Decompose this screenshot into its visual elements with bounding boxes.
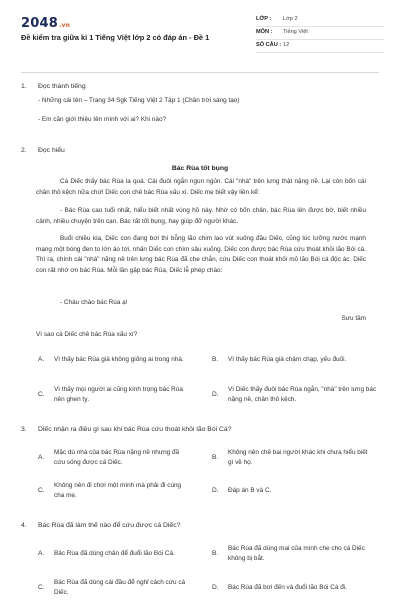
- story-title: Bác Rùa tốt bụng: [171, 165, 229, 172]
- option-letter: D.: [212, 390, 219, 398]
- option-letter: B.: [212, 453, 219, 461]
- story-source: Sưu tầm: [341, 315, 366, 322]
- story-paragraph: Buổi chiều kia, Diếc con đang bơi thì bỗng lão chim lao vút xuống đầu Diếc, cũng lúc lưỡng nước mạnh mạng một bóng đen to lớn áo tới, nhấn Diếc con chìm sâu xuống. Diếc con được bác Rùa cứu thoát khỏi lão Bói cá. Thì ra, chính cái "nhà" nặng nề trên lưng bác Rùa đã che chắn, cứu Diếc con thoát khỏi mỏ lão Bói cá độc ác. Diếc con rất nhớ ơn bác Rùa. Mỗi lần gặp bác Rùa, Diếc lễ phép chào:: [36, 235, 366, 274]
- option-c[interactable]: [38, 481, 189, 501]
- option-c[interactable]: [38, 385, 189, 405]
- option-d[interactable]: [212, 385, 378, 405]
- option-text: Không nên đi chơi một mình mà phải đi cùng cha mẹ.: [54, 482, 182, 499]
- option-letter: D.: [212, 486, 219, 494]
- meta-table: [256, 14, 384, 53]
- logo-suffix: .vn: [58, 22, 71, 29]
- option-text: Bác Rùa đã dùng mai của mình che cho cá Diếc không bị bắt.: [228, 545, 365, 562]
- option-letter: B.: [212, 549, 219, 557]
- question-4: [21, 521, 381, 530]
- option-a[interactable]: [38, 350, 189, 370]
- question-prompt: Vì sao cá Diếc chê bác Rùa xấu xí?: [36, 331, 138, 338]
- divider: [21, 72, 379, 73]
- q1-line-2: - Em cần giới thiệu tên mình với ai? Khi nào?: [38, 116, 167, 123]
- page-title: Đề kiểm tra giữa kì 1 Tiếng Việt lớp 2 có đáp án - Đề 1: [21, 33, 210, 42]
- question-number: 4.: [21, 522, 27, 529]
- meta-key: SỐ CÂU :: [256, 42, 282, 49]
- option-text: Đáp án B và C.: [228, 487, 272, 494]
- option-b[interactable]: [212, 544, 373, 564]
- meta-key: MÔN :: [256, 29, 273, 36]
- site-logo[interactable]: [21, 15, 70, 33]
- option-letter: A.: [38, 549, 45, 557]
- meta-value: Tiếng Việt: [283, 29, 308, 36]
- option-text: Bác Rùa đã dùng chân để đuổi lão Bói Cá.: [54, 550, 175, 557]
- meta-key: LỚP :: [256, 16, 272, 23]
- option-d[interactable]: [212, 481, 363, 501]
- option-b[interactable]: [212, 350, 378, 370]
- question-3: [21, 425, 381, 434]
- option-letter: A.: [38, 453, 45, 461]
- option-a[interactable]: [38, 544, 204, 564]
- meta-value: Lớp 2: [283, 16, 298, 23]
- question-2: [21, 146, 381, 155]
- story-paragraph: - Bác Rùa cao tuổi nhất, hiểu biết nhất vùng hồ này. Nhờ có bốn chân, bác Rùa lên được bờ, biết nhiều cảnh, nhiều chuyện trên cạn. Bác rất tốt bụng, hay giúp đỡ người khác.: [36, 207, 366, 225]
- option-text: Bác Rùa đã bơi đến và đuổi lão Bói Cá đi.: [228, 584, 347, 591]
- meta-row-subject: [256, 27, 384, 40]
- question-title: Diếc nhận ra điều gì sau khi bác Rùa cứu thoát khỏi lão Bói Cá?: [38, 426, 232, 433]
- question-number: 3.: [21, 426, 27, 433]
- question-1: [21, 82, 381, 91]
- story-paragraph: Cá Diếc thấy bác Rùa la quá. Cái đuôi ngắn ngun ngủn. Cái "nhà" trên lưng thật nặng nề. Lại còn bốn cái chân thô kệch nữa chứ! Diếc con chê bác Rùa xấu xí. Diếc mẹ biết vậy liền kể:: [36, 178, 366, 196]
- option-d[interactable]: [212, 578, 378, 598]
- option-letter: C.: [38, 390, 45, 398]
- option-c[interactable]: [38, 578, 189, 598]
- story-paragraph: - Cháu chào bác Rùa ạ!: [60, 299, 128, 306]
- meta-value: 12: [283, 42, 290, 49]
- question-title: Bác Rùa đã làm thế nào để cứu được cá Diếc?: [38, 522, 181, 529]
- option-text: Vì thấy mọi người ai cũng kính trọng bác Rùa nên ghen tỵ.: [54, 386, 183, 403]
- option-letter: C.: [38, 486, 45, 494]
- option-a[interactable]: [38, 448, 189, 468]
- meta-row-count: [256, 40, 384, 53]
- question-number: 2.: [21, 147, 27, 154]
- option-text: Vì thấy bác Rùa già chậm chạp, yếu đuối.: [228, 356, 347, 363]
- option-text: Mặc dù nhà của bác Rùa nặng nề nhưng đã cứu sống được cá Diếc.: [54, 449, 180, 466]
- option-letter: D.: [212, 583, 219, 591]
- option-letter: A.: [38, 355, 45, 363]
- q1-line-1: - Những cái tên – Trang 34 Sgk Tiếng Việt 2 Tập 1 (Chân trời sáng tạo): [38, 97, 240, 104]
- meta-row-grade: [256, 14, 384, 27]
- question-title: Đọc hiểu: [38, 147, 65, 154]
- question-number: 1.: [21, 83, 27, 90]
- option-letter: C.: [38, 583, 45, 591]
- question-title: Đọc thành tiếng: [38, 83, 86, 90]
- option-text: Không nên chê bai người khác khi chưa hiểu biết gì về họ.: [228, 449, 368, 466]
- option-letter: B.: [212, 355, 219, 363]
- option-b[interactable]: [212, 448, 368, 468]
- logo-text: 2048: [21, 16, 58, 31]
- option-text: Vì thấy bác Rùa già không giống ai trong nhà.: [54, 356, 184, 363]
- option-text: Bác Rùa đã dùng cái đầu để nghỉ cách cứu cá Diếc.: [54, 579, 186, 596]
- option-text: Vì Diếc thấy đuôi bác Rùa ngắn, "nhà" trên lưng bác nặng nề, chân thô kệch.: [228, 386, 377, 403]
